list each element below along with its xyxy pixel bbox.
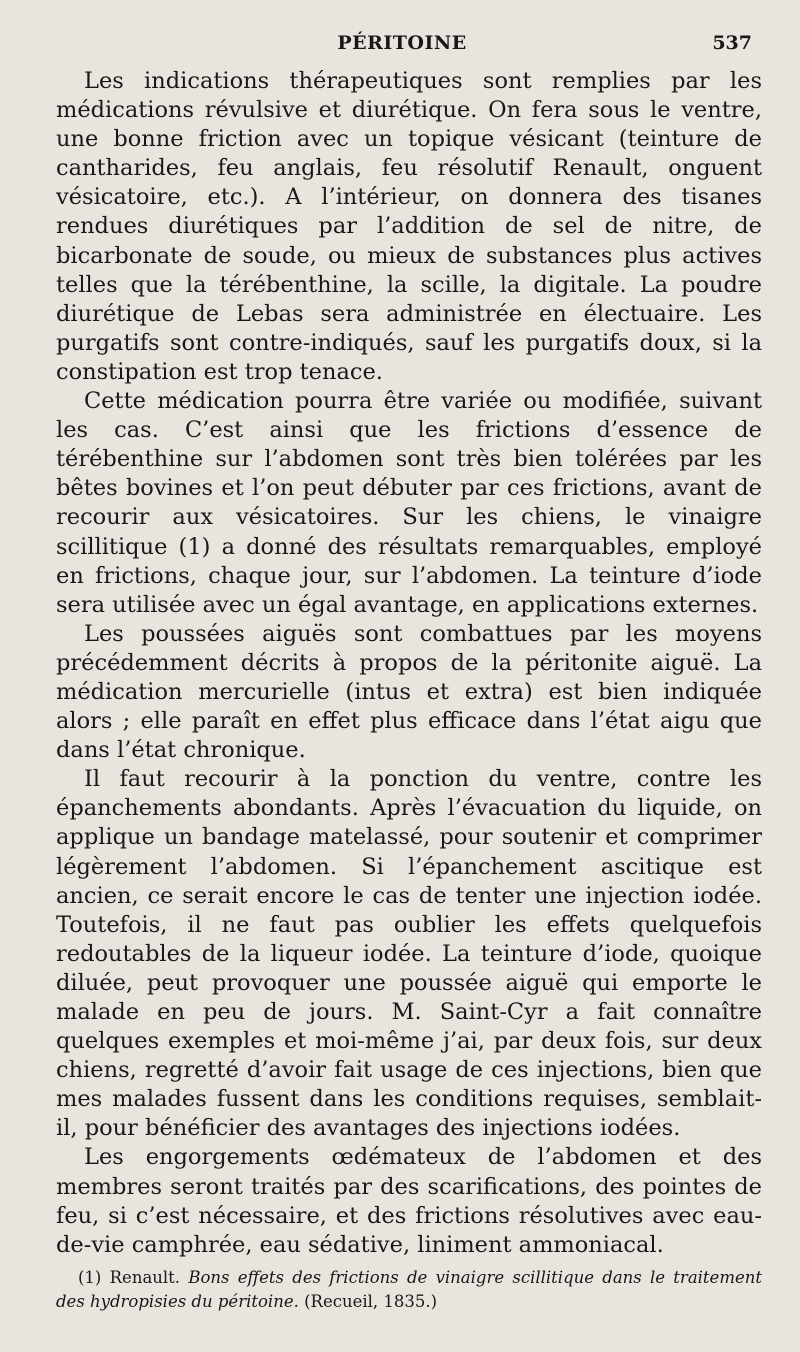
paragraph-3: Les poussées aiguës sont combattues par les moyens précédemment décrits à propos de la péritonite aiguë. La médication mercurielle (intus et extra) est bien indiquée alors ; elle paraît en effet plus efficace dans l’état aigu que dans l’état chronique. xyxy=(56,620,762,764)
footnote-marker: (1) xyxy=(78,1268,102,1287)
footnote-author: Renault. xyxy=(109,1268,181,1287)
page-header xyxy=(52,32,752,60)
paragraph-1: Les indications thérapeutiques sont remplies par les médications révulsive et diurétique. On fera sous le ventre, une bonne friction avec un topique vésicant (teinture de cantharides, feu anglais, feu résolutif Renault, onguent vésicatoire, etc.). A l’intérieur, on donnera des tisanes rendues diurétiques par l’addition de sel de nitre, de bicarbonate de soude, ou mieux de substances plus actives telles que la térébenthine, la scille, la digitale. La poudre diurétique de Lebas sera administrée en électuaire. Les purgatifs sont contre-indiqués, sauf les purgatifs doux, si la constipation est trop tenace. xyxy=(56,68,762,385)
running-head: PÉRITOINE xyxy=(337,32,467,54)
footnote-title: Bons effets des frictions de vinaigre scillitique dans le traitement des hydropisies du péritoine. xyxy=(56,1268,762,1311)
footnote-source: (Recueil, 1835.) xyxy=(304,1292,438,1311)
paragraph-2: Cette médication pourra être variée ou modifiée, suivant les cas. C’est ainsi que les frictions d’essence de térébenthine sur l’abdomen sont très bien tolérées par les bêtes bovines et l’on peut débuter par ces frictions, avant de recourir aux vésicatoires. Sur les chiens, le vinaigre scillitique (1) a donné des résultats remarquables, employé en frictions, chaque jour, sur l’abdomen. La teinture d’iode sera utilisée avec un égal avantage, en applications externes. xyxy=(56,388,762,618)
paragraph-5: Les engorgements œdémateux de l’abdomen et des membres seront traités par des scarifications, des pointes de feu, si c’est nécessaire, et des frictions résolutives avec eau-de-vie camphrée, eau sédative, liniment ammoniacal. xyxy=(56,1144,762,1258)
footnote xyxy=(56,1266,762,1314)
paragraph-4: Il faut recourir à la ponction du ventre, contre les épanchements abondants. Après l’évacuation du liquide, on applique un bandage matelassé, pour soutenir et comprimer légèrement l’abdomen. Si l’épanchement ascitique est ancien, ce serait encore le cas de tenter une injection iodée. Toutefois, il ne faut pas oublier les effets quelquefois redoutables de la liqueur iodée. La teinture d’iode, quoique diluée, peut provoquer une poussée aiguë qui emporte le malade en peu de jours. M. Saint-Cyr a fait connaître quelques exemples et moi-même j’ai, par deux fois, sur deux chiens, regretté d’avoir fait usage de ces injections, bien que mes malades fussent dans les conditions requises, semblait-il, pour bénéficier des avantages des injections iodées. xyxy=(56,766,762,1142)
page-number: 537 xyxy=(712,32,752,54)
body-text xyxy=(56,67,762,1260)
